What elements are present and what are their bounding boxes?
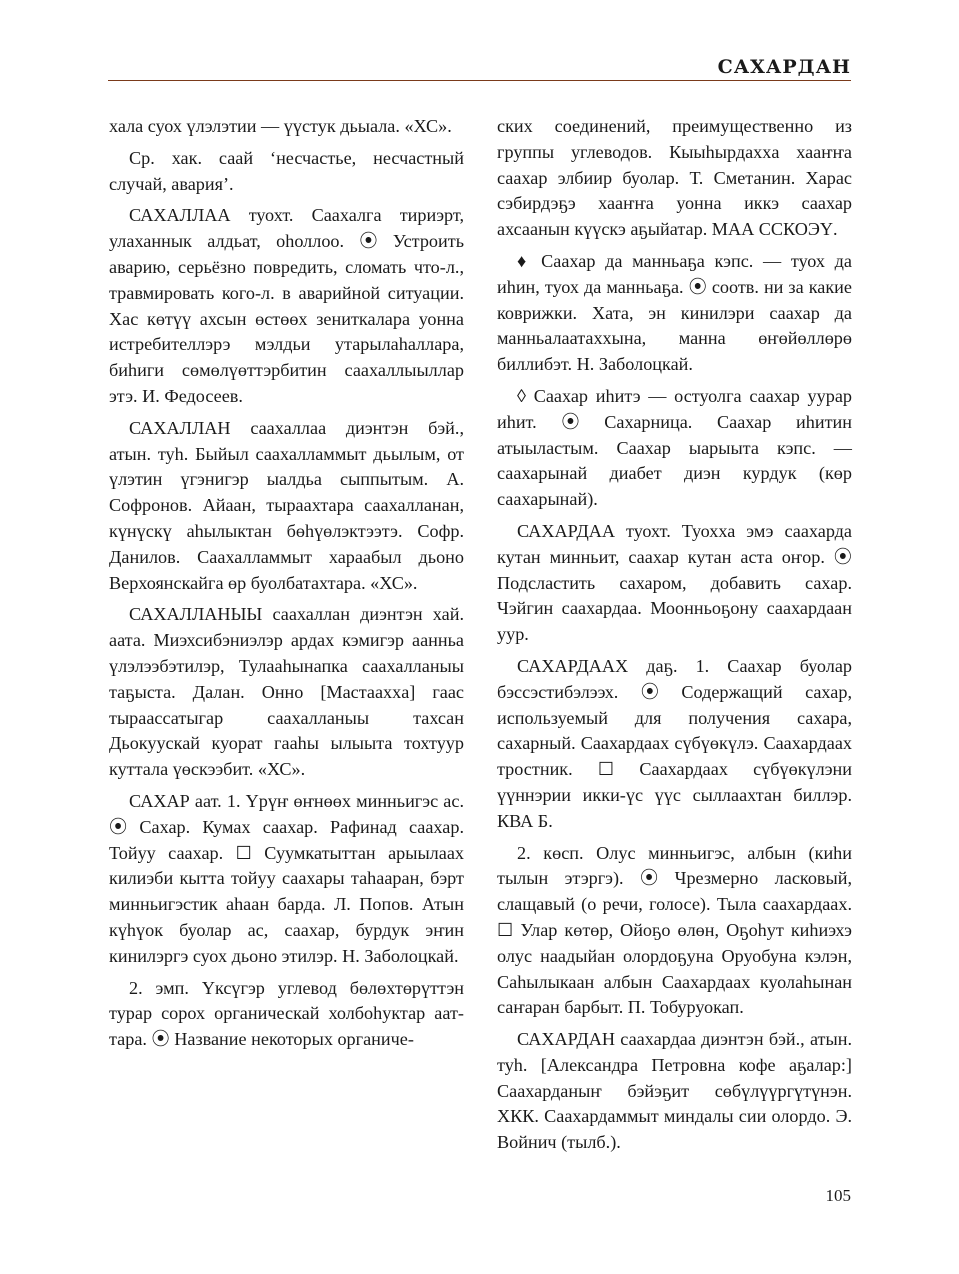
running-head: САХАРДАН [717,56,851,78]
dictionary-entry: САХАРДАА туохт. Туохха эмэ саахарда кутан минньит, саахар кутан аста оҥор. ⦿ Подсластить сахаром, добавить сахар. Чэйгин саахардаа. Моонньоҕону саахардаан уур. [497,520,852,645]
right-column [497,114,852,1162]
dictionary-entry: хала суох үлэлэтии — үүстук дьыала. «ХС». [109,116,452,136]
dictionary-entry: ◊ Саахар иһитэ — остуолга саахар уурар иһит. ⦿ Сахарница. Саахар иһитин атыыластым. Саахар ыарыыта кэпс. — саахарынай диабет диэн курдук (көр саахарынай). [497,385,852,510]
dictionary-entry: САХАЛЛАН саахаллаа диэнтэн бэй., атын. туһ. Быйыл саахалламмыт дьылым, от үлэтин үгэнигэр ыалдьа сыппытым. А. Софронов. Айаан, тыраахтара саахалланан, күнүскү аһылыктан бөһүөлэктээтэ. Софр. Данилов. Саахалламмыт хараабыл дьоно Верхоянскайга өр буолбатахтара. «ХС». [109,417,464,593]
dictionary-entry: САХАЛЛАНЫЫ саахаллан диэнтэн хай. аата. Миэхсибэниэлэр ардах кэмигэр аанньа үлэлээбэтилэр, Тулааһынапка саахалланыы таҕыста. Далан. Онно [Мастааххa] гаас тыраассатыгар саахалланыы тахсан Дьокуускай куорат гааһы ылыыта тохтуур куттала үөскээбит. «ХС». [109,604,464,780]
dictionary-entry: САХАЛЛАА туохт. Саахалга тириэрт, улаханнык алдьат, оһоллоо. ⦿ Устроить аварию, серьёзно повредить, сломать что-л., травмировать кого-л. в аварийной ситуации. Хас көтүү ахсын өстөөх зениткалара уонна истребителлэрэ мэлдьи утарылаһаллара, биһиги сөмөлүөттэрбитин саахаллыыллар этэ. И. Федосеев. [109,205,464,406]
dictionary-entry: ских соединений, преимущественно из группы углеводов. Кыыһырдаххa хааҥҥа саахар элбиир буолар. Т. Сметанин. Харас сэбирдэҕэ хааҥҥа уонна иккэ саахар ахсаанын күүскэ аҕыйатар. МАА ССКОЭҮ. [497,116,852,240]
dictionary-entry: САХАРДААХ даҕ. 1. Саахар буолар бэссэстибэлээх. ⦿ Содержащий сахар, используемый для получения сахара, сахарный. Саахардаах сүбүөкүлэ. Саахардаах тростник. ☐ Саахардаах сүбүөкүлэни үүннэрии икки-үс үүс сыллаахтан биллэр. КВА Б. [497,655,852,831]
dictionary-entry: 2. көсп. Олус минньигэс, албын (киһи тылын этэргэ). ⦿ Чрезмерно ласковый, слащавый (о речи, голосе). Тыла саахардаах. ☐ Улар көтөр, Ойоҕо өлөн, Оҕоһут киһиэхэ олус наадыйан олордоҕуна Оруобуна кэлэн, Саһылыкаан албын Саахардаах куолаһынан саҥаран барбыт. П. Тобуруокап. [497,842,852,1018]
dictionary-entry: 2. эмп. Үксүгэр углевод бөлөхтөрүттэн турар сорох органическай холбоһуктар аат- тара. ⦿ Название некоторых органиче- [109,977,464,1050]
dictionary-entry: Ср. хак. саай ‘несчастье, несчастный случай, авария’. [109,147,464,194]
dictionary-entry: САХАРДАН саахардаа диэнтэн бэй., атын. туһ. [Александра Петровна кофе аҕалар:] Саахарданыҥ бэйэҕит сөбүлүүргүтүнэн. ХКК. Саахардаммыт миндалы сии олордо. Э. Войнич (тылб.). [497,1029,852,1153]
left-column [109,114,464,1059]
dictionary-entry: САХАР аат. 1. Үрүҥ өҥнөөх минньигэс ас. ⦿ Сахар. Кумах саахар. Рафинад саахар. Тойуу саахар. ☐ Суумкатыттан арыылаах килиэби кытта тойуу саахары таһааран, бэрт минньигэстик аһаан барда. Л. Попов. Атын күһүок буолар ас, саахар, бурдук эҥин кинилэргэ суох дьоно этилэр. Н. Заболоцкай. [109,790,464,966]
header-rule [108,80,851,81]
page-number: 105 [825,1186,851,1205]
dictionary-entry: ♦ Саахар да манньаҕа кэпс. — туох да иһин, туох да манньаҕа. ⦿ соотв. ни за какие коврижки. Хата, эн кинилэри саахар да манньалаатаххына, манна өҥөйөллөрө биллибэт. Н. Заболоцкай. [497,250,852,375]
